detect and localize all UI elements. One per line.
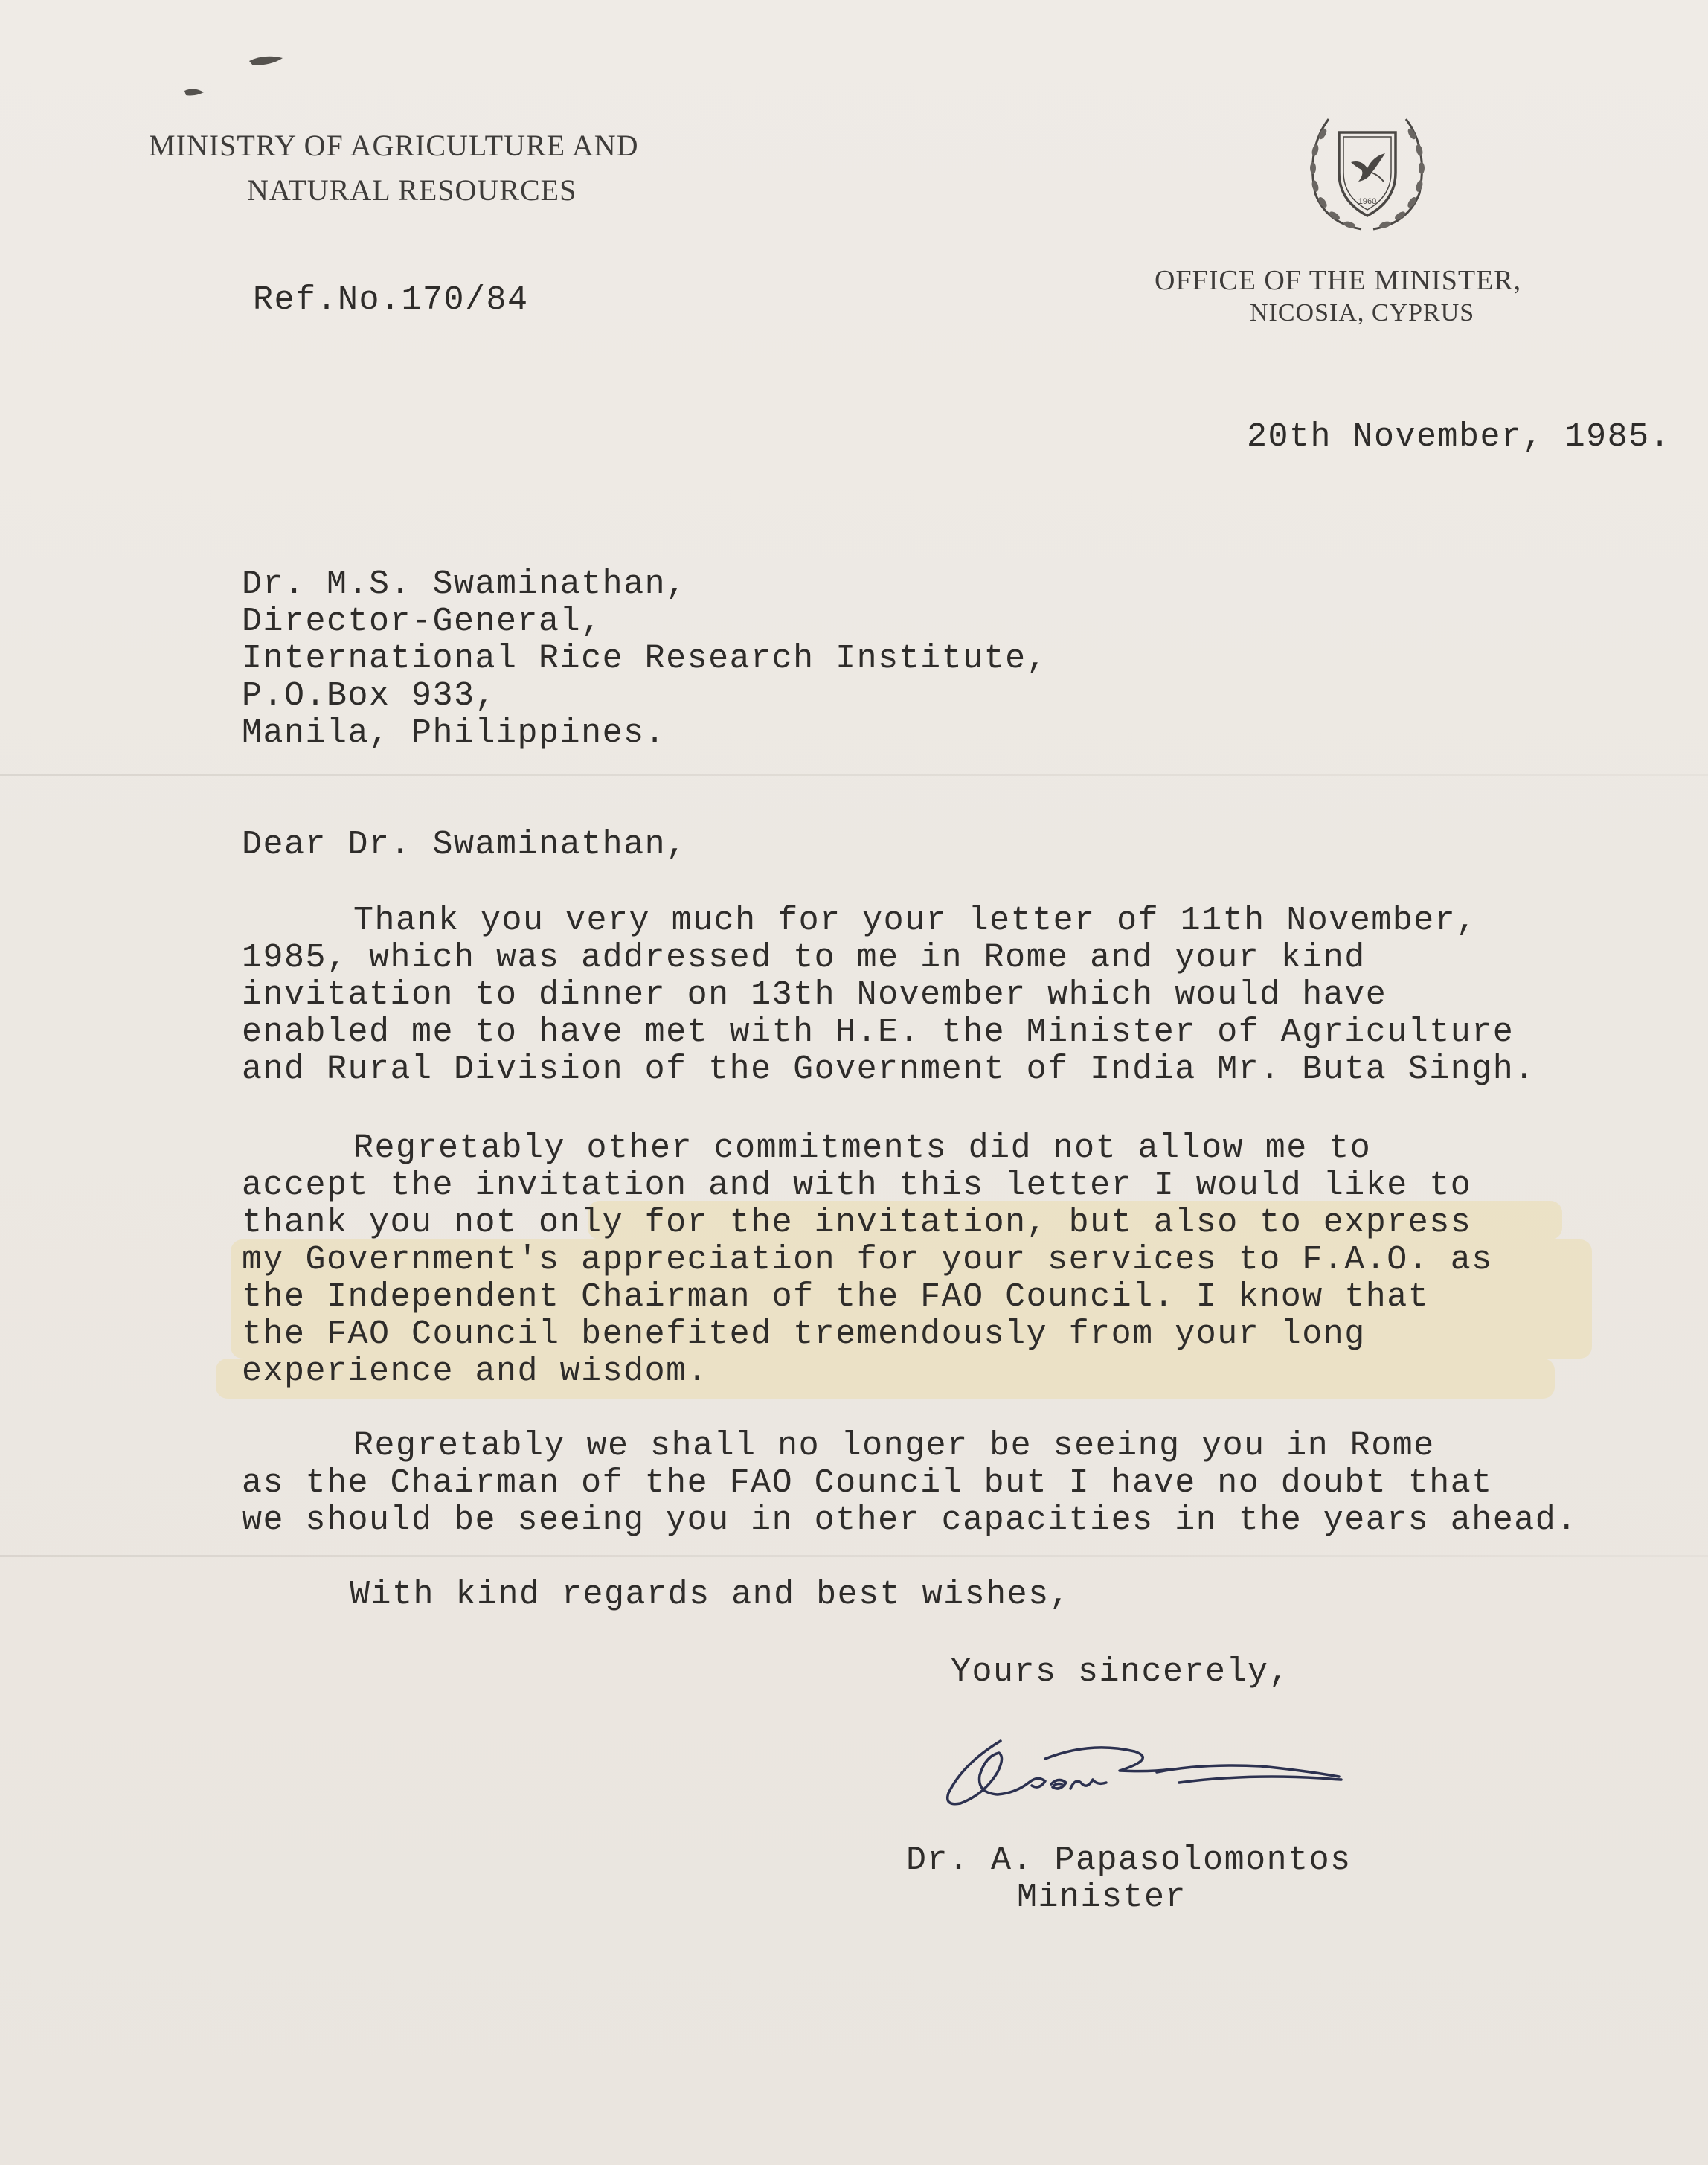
ministry-name-line1: MINISTRY OF AGRICULTURE AND xyxy=(149,129,639,162)
reference-number: Ref.No.170/84 xyxy=(253,281,529,319)
paragraph3-line: we should be seeing you in other capacities in the years ahead. xyxy=(242,1501,1578,1539)
seal-year: 1960 xyxy=(1358,197,1377,206)
paragraph3-line: as the Chairman of the FAO Council but I have no doubt that xyxy=(242,1464,1493,1502)
paper-fold xyxy=(0,774,1708,776)
paragraph2-line: the FAO Council benefited tremendously from your long xyxy=(242,1315,1366,1353)
paragraph3-line: Regretably we shall no longer be seeing you in Rome xyxy=(353,1427,1435,1465)
paragraph1-line: and Rural Division of the Government of India Mr. Buta Singh. xyxy=(242,1051,1535,1088)
paragraph2-line: experience and wisdom. xyxy=(242,1353,709,1391)
paper-fold xyxy=(0,1555,1708,1557)
recipient-name: Dr. M.S. Swaminathan, xyxy=(242,565,687,603)
salutation: Dear Dr. Swaminathan, xyxy=(242,826,687,864)
paragraph1-line: invitation to dinner on 13th November which would have xyxy=(242,976,1387,1014)
paragraph1-line: 1985, which was addressed to me in Rome and your kind xyxy=(242,939,1366,977)
office-line2: NICOSIA, CYPRUS xyxy=(1250,299,1475,327)
paragraph1-line: enabled me to have met with H.E. the Minister of Agriculture xyxy=(242,1013,1515,1051)
paragraph2-line: thank you not only for the invitation, but also to express xyxy=(242,1204,1472,1242)
cyprus-coat-of-arms-icon xyxy=(1293,104,1442,238)
letter-date: 20th November, 1985. xyxy=(1247,418,1672,456)
ink-speck xyxy=(179,45,320,112)
office-line1: OFFICE OF THE MINISTER, xyxy=(1155,265,1522,296)
paragraph2-line: Regretably other commitments did not allow me to xyxy=(353,1129,1372,1167)
recipient-title: Director-General, xyxy=(242,603,603,641)
recipient-organization: International Rice Research Institute, xyxy=(242,640,1048,678)
paragraph2-line: the Independent Chairman of the FAO Council. I know that xyxy=(242,1278,1430,1316)
paragraph1-line: Thank you very much for your letter of 11th November, xyxy=(353,902,1477,940)
recipient-address1: P.O.Box 933, xyxy=(242,677,497,715)
recipient-address2: Manila, Philippines. xyxy=(242,714,667,752)
paragraph2-line: accept the invitation and with this letter I would like to xyxy=(242,1167,1472,1205)
signatory-title: Minister xyxy=(1017,1879,1187,1917)
closing-line: Yours sincerely, xyxy=(951,1653,1291,1691)
regards-line: With kind regards and best wishes, xyxy=(350,1576,1071,1614)
signature xyxy=(934,1711,1365,1823)
ministry-name-line2: NATURAL RESOURCES xyxy=(247,173,577,207)
signatory-name: Dr. A. Papasolomontos xyxy=(906,1841,1352,1879)
paragraph2-line: my Government's appreciation for your services to F.A.O. as xyxy=(242,1241,1493,1279)
